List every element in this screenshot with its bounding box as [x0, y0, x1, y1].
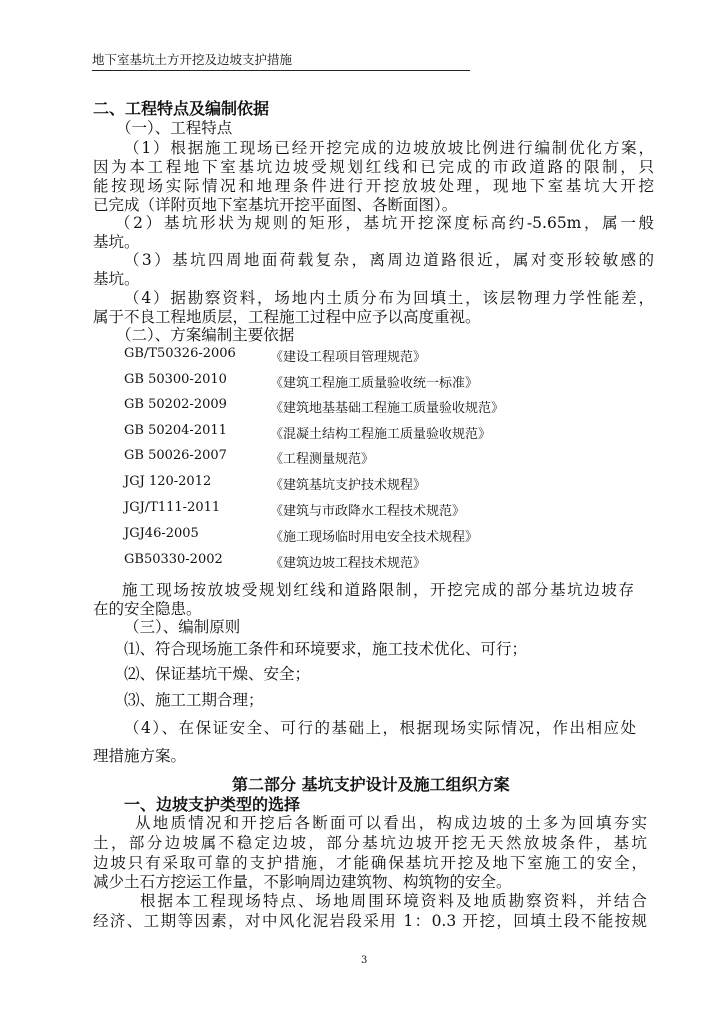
paragraph-line: 根据本工程现场特点、场地周围环境资料及地质勘察资料，并结合	[140, 892, 647, 910]
section-title: 二、工程特点及编制依据	[93, 99, 270, 118]
standard-name: 《建筑边坡工程技术规范》	[270, 556, 427, 571]
standard-code: JGJ46-2005	[124, 526, 199, 541]
subsection-title-2: （二）、方案编制主要依据	[116, 326, 295, 344]
subsection-title-1: （一）、工程特点	[116, 119, 233, 137]
standard-name: 《建筑地基基础工程施工质量验收规范》	[270, 401, 505, 416]
standard-code: JGJ/T111-2011	[124, 500, 221, 515]
standard-name: 《建筑与市政降水工程技术规范》	[270, 504, 466, 519]
standard-code: GB 50202-2009	[124, 397, 227, 412]
standard-name: 《工程测量规范》	[270, 452, 375, 467]
page-number: 3	[361, 955, 368, 966]
paragraph-line: （1）根据施工现场已经开挖完成的边坡放坡比例进行编制优化方案，	[124, 139, 654, 157]
paragraph-line: 属于不良工程地质层，工程施工过程中应予以高度重视。	[93, 308, 481, 326]
subsection-title-3: （三）、编制原则	[124, 618, 241, 636]
standard-code: GB 50204-2011	[124, 423, 227, 438]
paragraph-line: 土，部分边坡属不稳定边坡，部分基坑边坡开挖无天然放坡条件，基坑	[93, 834, 647, 852]
paragraph-line: 经济、工期等因素，对中风化泥岩段采用 1：0.3 开挖，回填土段不能按规	[93, 912, 647, 930]
paragraph-line: 施工现场按放坡受规划红线和道路限制，开挖完成的部分基坑边坡存	[122, 581, 634, 599]
principle-item: ⑶、施工工期合理；	[124, 691, 264, 709]
standard-name: 《建筑基坑支护技术规程》	[270, 478, 427, 493]
part-title: 第二部分 基坑支护设计及施工组织方案	[232, 775, 510, 794]
standard-code: GB/T50326-2006	[124, 346, 236, 361]
part-subtitle: 一、边坡支护类型的选择	[124, 795, 301, 814]
principle-item: ⑴、符合现场施工条件和环境要求，施工技术优化、可行；	[124, 640, 528, 658]
paragraph-line: 因为本工程地下室基坑边坡受规划红线和已完成的市政道路的限制，只	[93, 158, 654, 176]
standard-code: GB 50026-2007	[124, 448, 227, 463]
paragraph-line: 从地质情况和开挖后各断面可以看出，构成边坡的土多为回填夯实	[135, 814, 647, 832]
paragraph-line: 理措施方案。	[93, 747, 187, 765]
principle-item: ⑵、保证基坑干燥、安全；	[124, 665, 311, 683]
paragraph-line: 已完成（详附页地下室基坑开挖平面图、各断面图）。	[93, 196, 458, 214]
paragraph-line: 基坑。	[93, 270, 140, 288]
standard-code: GB 50300-2010	[124, 372, 227, 387]
paragraph-line: 边坡只有采取可靠的支护措施，才能确保基坑开挖及地下室施工的安全，	[93, 854, 647, 872]
standard-name: 《建设工程项目管理规范》	[270, 350, 427, 365]
standard-code: JGJ 120-2012	[124, 474, 212, 489]
paragraph-line: 能按现场实际情况和地理条件进行开挖放坡处理，现地下室基坑大开挖	[93, 177, 654, 195]
paragraph-line: （2）基坑形状为规则的矩形，基坑开挖深度标高约-5.65m，属一般	[115, 214, 654, 232]
paragraph-line: 在的安全隐患。	[93, 600, 202, 618]
paragraph-line: （4）、在保证安全、可行的基础上，根据现场实际情况，作出相应处	[124, 719, 636, 737]
standard-name: 《混凝土结构工程施工质量验收规范》	[270, 427, 492, 442]
standard-code: GB50330-2002	[124, 552, 223, 567]
running-header: 地下室基坑土方开挖及边坡支护措施	[92, 50, 470, 71]
paragraph-line: 减少土石方挖运工作量，不影响周边建筑物、构筑物的安全。	[93, 873, 512, 891]
paragraph-line: 基坑。	[93, 233, 140, 251]
paragraph-line: （3）基坑四周地面荷载复杂，离周边道路很近，属对变形较敏感的	[124, 251, 654, 269]
paragraph-line: （4）据勘察资料，场地内土质分布为回填土，该层物理力学性能差，	[124, 289, 654, 307]
standard-name: 《施工现场临时用电安全技术规程》	[270, 530, 479, 545]
standard-name: 《建筑工程施工质量验收统一标准》	[270, 376, 479, 391]
